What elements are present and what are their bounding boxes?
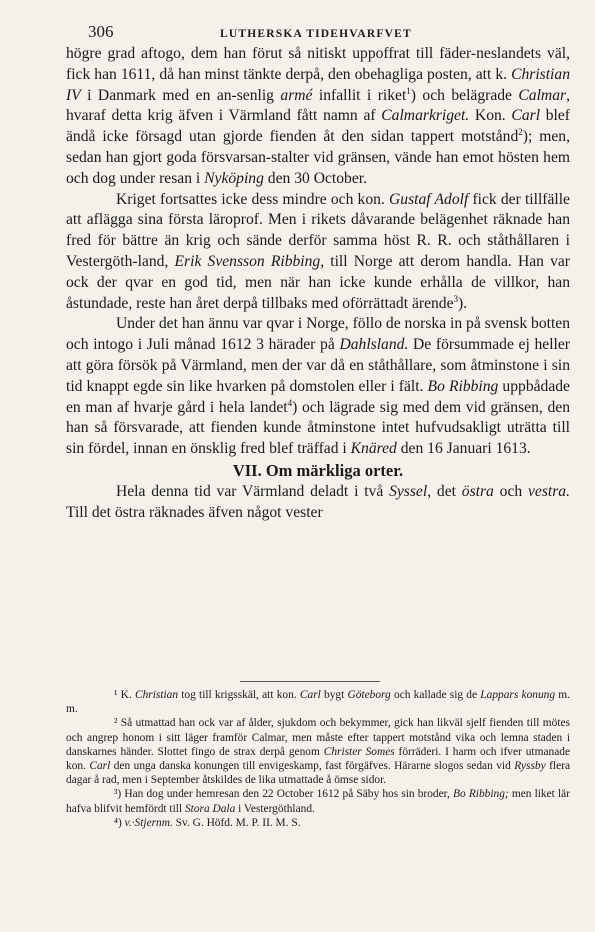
term-calmarkriget: Calmarkriget. bbox=[381, 107, 470, 125]
body-text bbox=[66, 44, 570, 524]
text: ). bbox=[458, 294, 468, 312]
text: ) Han dog under hemresan den 22 October 1612 på Säby hos sin broder, bbox=[117, 788, 454, 801]
title-lappars-konung: Lappars konung bbox=[480, 689, 556, 701]
text: , hvaraf detta krig äfven i Värmland fått namn af bbox=[66, 86, 570, 125]
term-vestra: vestra. bbox=[527, 482, 570, 500]
place-dahlsland: Dahlsland. bbox=[339, 336, 409, 354]
section-title: Om märkliga orter. bbox=[265, 460, 404, 480]
text: ) bbox=[117, 816, 125, 829]
term-syssel: Syssel bbox=[389, 482, 428, 500]
text: bygt bbox=[320, 689, 348, 701]
text: Under det han ännu var qvar i Norge, föllo de norska in på svensk botten och intogo i Juli månad 1612 3 härader på bbox=[66, 315, 570, 354]
text: högre grad aftogo, dem han förut så nitiskt uppoffrat till fäder-neslandets väl, fick han 1611, då han minst tänkte derpå, den obehagliga posten, att k. bbox=[66, 45, 570, 83]
paragraph-4 bbox=[66, 482, 570, 524]
text: Kriget fortsattes icke dess mindre och kon. bbox=[116, 190, 390, 208]
paragraph-2 bbox=[66, 190, 570, 315]
footnote-ref-3: 3 bbox=[453, 293, 459, 304]
footnote-number: ³ bbox=[114, 788, 118, 801]
page-number: 306 bbox=[88, 22, 114, 41]
text: den 30 October. bbox=[263, 169, 367, 187]
footnote-ref-2: 2 bbox=[518, 127, 523, 138]
name-gustaf-adolf: Gustaf Adolf bbox=[389, 190, 469, 208]
paragraph-3 bbox=[66, 314, 570, 460]
name-carl: Carl bbox=[89, 760, 111, 773]
text: förräderi. I harm och ifver utmanade kon. bbox=[66, 745, 570, 773]
footnote-ref-4: 4 bbox=[287, 397, 293, 408]
name-carl: Carl bbox=[299, 689, 321, 701]
name-christian: Christian IV bbox=[66, 65, 570, 104]
name-erik-svensson-ribbing: Erik Svensson Ribbing bbox=[174, 252, 321, 270]
section-heading bbox=[66, 460, 570, 482]
running-head: LUTHERSKA TIDEHVARFVET bbox=[220, 28, 412, 40]
name-christer-somes: Christer Somes bbox=[323, 745, 395, 758]
place-goteborg: Göteborg bbox=[347, 689, 391, 701]
footnote-separator bbox=[240, 681, 380, 682]
text: Så utmattad han ock var af ålder, sjukdom och bekymmer, gick han likväl sjelf fienden till mötes och angrep honom i sitt läger framför Calmar, men måste efter tappert motstånd vika och lemna staden i danskarnes händer. Slottet fingo de strax derpå genom bbox=[66, 717, 570, 758]
text: den 16 Januari 1613. bbox=[396, 440, 531, 458]
footnote-number: ⁴ bbox=[114, 816, 118, 829]
text: i Vestergöthland. bbox=[235, 802, 315, 815]
section-number: VII. bbox=[232, 460, 262, 480]
text: och bbox=[493, 482, 528, 500]
text: De försummade ej heller att göra försök på Värmland, men der var då en ståthållare, som åtminstone i sin tid knappt egde sin like hvarken på domstolen eller i fält. bbox=[66, 336, 571, 395]
text: och kallade sig de bbox=[390, 689, 481, 701]
text: Kon. bbox=[469, 107, 512, 125]
footnote-number: ¹ bbox=[114, 689, 118, 701]
footnotes bbox=[66, 688, 570, 830]
text: i Danmark med en an-senlig bbox=[80, 86, 281, 104]
footnote-1 bbox=[66, 688, 570, 716]
text: flera dagar å rad, men i September åtskildes de lika utmattade å ömse sidor. bbox=[66, 760, 570, 787]
place-nykoping: Nyköping bbox=[204, 169, 264, 187]
name-bo-ribbing: Bo Ribbing; bbox=[453, 788, 509, 801]
text: tog till krigsskäl, att kon. bbox=[178, 689, 300, 701]
text: , det bbox=[427, 482, 462, 500]
text: Sv. G. Höfd. M. P. II. M. S. bbox=[172, 816, 301, 829]
text: men liket lär hafva blifvit hemfördt till bbox=[66, 788, 571, 815]
word-arme: armé bbox=[280, 86, 313, 104]
place-stora-dala: Stora Dala bbox=[184, 802, 236, 815]
footnote-ref-1: 1 bbox=[406, 85, 411, 96]
text: blef ändå icke försagd utan gjorde fienden åt den sidan tappert motstånd bbox=[66, 107, 570, 146]
term-ostra: östra bbox=[461, 482, 494, 500]
footnote-number: ² bbox=[114, 717, 118, 730]
text: ); men, sedan han gjort goda försvarsan-stalter vid gränsen, vände han emot hösten hem och dog under resan i bbox=[66, 128, 571, 187]
text: K. bbox=[117, 689, 135, 701]
text: Hela denna tid var Värmland deladt i två bbox=[116, 482, 390, 500]
footnote-3 bbox=[66, 787, 570, 815]
place-knared: Knäred bbox=[350, 440, 397, 458]
source-stjernman: v.·Stjernm. bbox=[124, 816, 173, 829]
paragraph-1 bbox=[66, 44, 570, 190]
text: fick der tillfälle att aflägga sina första läroprof. Men i rikets dåvarande belägenhet räknade han fred för bättre än krig och sände derför samma höst R. R. och ståthållaren i Vestergöth-land, bbox=[66, 190, 570, 270]
text: uppbådade en man af hvarje gård i hela landet bbox=[66, 377, 570, 416]
name-bo-ribbing: Bo Ribbing bbox=[427, 377, 499, 395]
name-christian: Christian bbox=[134, 689, 179, 701]
text: m. m. bbox=[66, 689, 570, 716]
footnote-2 bbox=[66, 716, 570, 787]
footnote-4 bbox=[66, 816, 570, 830]
text: ) och lägrade sig med dem vid gränsen, den han så försvarade, att fienden kunde åtminstone intet hufvudsakligt uträtta till sin fördel, innan en önsklig fred blef träffad i bbox=[66, 398, 570, 458]
text: ) och belägrade bbox=[410, 86, 519, 104]
text: Till det östra räknades äfven något vester bbox=[66, 503, 323, 521]
text: , till Norge att derom handla. Han var ock der qvar en god tid, men när han icke kunde erhålla de villkor, han åstundade, reste han året derpå tillbaks med oförrättadt ärende bbox=[66, 252, 570, 312]
name-carl: Carl bbox=[511, 107, 541, 125]
text: infallit i riket bbox=[312, 86, 407, 104]
place-ryssby: Ryssby bbox=[514, 760, 546, 773]
place-calmar: Calmar bbox=[518, 86, 567, 104]
page-header bbox=[88, 22, 548, 42]
text: den unga danska konungen till envigeskamp, fast förgäfves. Härarne slogos sedan vid bbox=[110, 760, 515, 773]
